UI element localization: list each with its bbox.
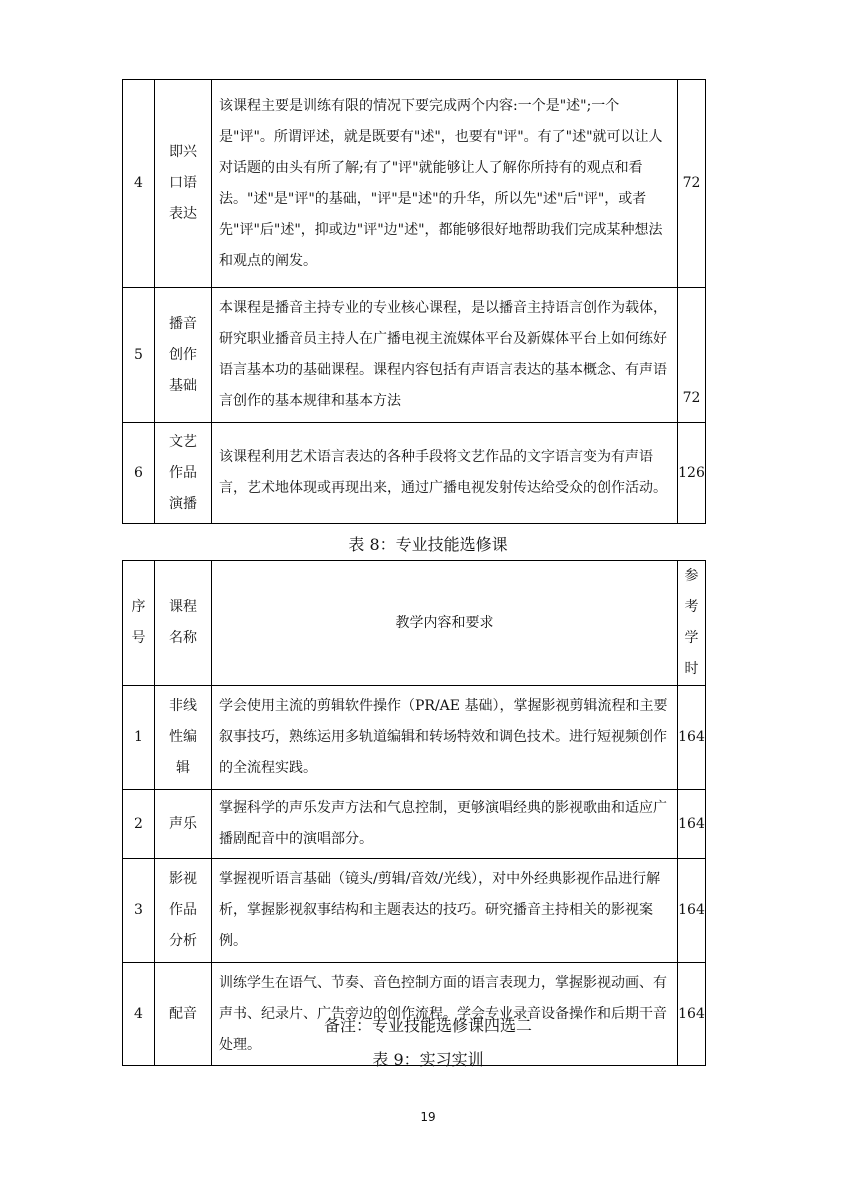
course-name: [155, 80, 212, 288]
table-header-row: [123, 561, 706, 686]
course-name-line: 声乐: [169, 815, 197, 832]
course-hours: 72: [678, 80, 706, 288]
row-number: 4: [123, 963, 155, 1066]
table-8: [122, 560, 706, 1066]
table-8-caption: 表 8：专业技能选修课: [348, 535, 508, 554]
header-number: [123, 561, 155, 686]
header-line: 课程: [169, 599, 197, 615]
course-name-line: 配音: [169, 1005, 197, 1022]
row-number: 6: [123, 423, 155, 524]
course-name-line: 文艺: [169, 433, 197, 450]
course-name-line: 作品: [169, 464, 197, 481]
header-line: 序: [131, 599, 146, 615]
course-name: [155, 423, 212, 524]
course-name: [155, 790, 212, 859]
course-name: [155, 686, 212, 790]
table-row: [123, 80, 706, 288]
course-name-line: 作品: [169, 902, 197, 918]
course-name-line: 性编: [169, 729, 197, 745]
header-hours: [678, 561, 706, 686]
course-content: 掌握科学的声乐发声方法和气息控制，更够演唱经典的影视歌曲和适应广播剧配音中的演唱部分。: [212, 790, 678, 859]
row-number: 3: [123, 859, 155, 963]
course-hours: 126: [678, 423, 706, 524]
course-name-line: 口语: [169, 175, 197, 191]
course-content: 本课程是播音主持专业的专业核心课程，是以播音主持语言创作为载体，研究职业播音员主持人在广播电视主流媒体平台及新媒体平台上如何练好语言基本功的基础课程。课程内容包括有声语言表达的基本概念、有声语言创作的基本规律和基本方法: [212, 288, 678, 423]
course-name-line: 即兴: [169, 144, 197, 160]
table-8-note: 备注：专业技能选修课四选二: [323, 1016, 532, 1035]
table-7: [122, 79, 706, 524]
row-number: 1: [123, 686, 155, 790]
course-hours: 164: [678, 963, 706, 1066]
course-hours: 164: [678, 686, 706, 790]
row-number: 2: [123, 790, 155, 859]
course-content: 训练学生在语气、节奏、音色控制方面的语言表现力，掌握影视动画、有声书、纪录片、广告旁边的创作流程。学会专业录音设备操作和后期干音处理。: [212, 963, 678, 1066]
course-name-line: 创作: [169, 346, 197, 363]
course-name-line: 基础: [169, 377, 197, 394]
course-content: 学会使用主流的剪辑软件操作（PR/AE 基础），掌握影视剪辑流程和主要叙事技巧，熟练运用多轨道编辑和转场特效和调色技术。进行短视频创作的全流程实践。: [212, 686, 678, 790]
course-name-line: 播音: [169, 315, 197, 332]
header-line: 参考: [684, 568, 699, 615]
course-name: [155, 859, 212, 963]
table-row: [123, 686, 706, 790]
course-hours: 164: [678, 790, 706, 859]
table-row: [123, 288, 706, 423]
course-name-line: 影视: [169, 871, 197, 887]
course-content: 该课程利用艺术语言表达的各种手段将文艺作品的文字语言变为有声语言，艺术地体现或再现出来，通过广播电视发射传达给受众的创作活动。: [212, 423, 678, 524]
row-number: 4: [123, 80, 155, 288]
course-content: 该课程主要是训练有限的情况下要完成两个内容:一个是"述";一个是"评"。所谓评述，就是既要有"述"，也要有"评"。有了"述"就可以让人对话题的由头有所了解;有了"评"就能够让人了解你所持有的观点和看法。"述"是"评"的基础，"评"是"述"的升华，所以先"述"后"评"，或者先"评"后"述"，抑或边"评"边"述"，都能够很好地帮助我们完成某种想法和观点的阐发。: [212, 80, 678, 288]
table-9-caption: 表 9：实习实训: [372, 1050, 484, 1069]
header-line: 号: [131, 630, 146, 646]
table-row: [123, 423, 706, 524]
header-line: 学时: [684, 630, 699, 677]
course-hours: 72: [678, 288, 706, 423]
course-name-line: 辑: [176, 760, 190, 776]
course-name-line: 表达: [169, 206, 197, 222]
course-name-line: 演播: [169, 495, 197, 512]
course-name-line: 非线: [169, 698, 197, 714]
header-course-name: [155, 561, 212, 686]
row-number: 5: [123, 288, 155, 423]
header-line: 名称: [169, 630, 197, 646]
table-row: [123, 790, 706, 859]
course-hours: 164: [678, 859, 706, 963]
course-name: [155, 288, 212, 423]
page-number: 19: [420, 1110, 436, 1124]
header-content: 教学内容和要求: [212, 561, 678, 686]
course-name-line: 分析: [169, 933, 197, 949]
course-content: 掌握视听语言基础（镜头/剪辑/音效/光线），对中外经典影视作品进行解析，掌握影视叙事结构和主题表达的技巧。研究播音主持相关的影视案例。: [212, 859, 678, 963]
table-row: [123, 859, 706, 963]
